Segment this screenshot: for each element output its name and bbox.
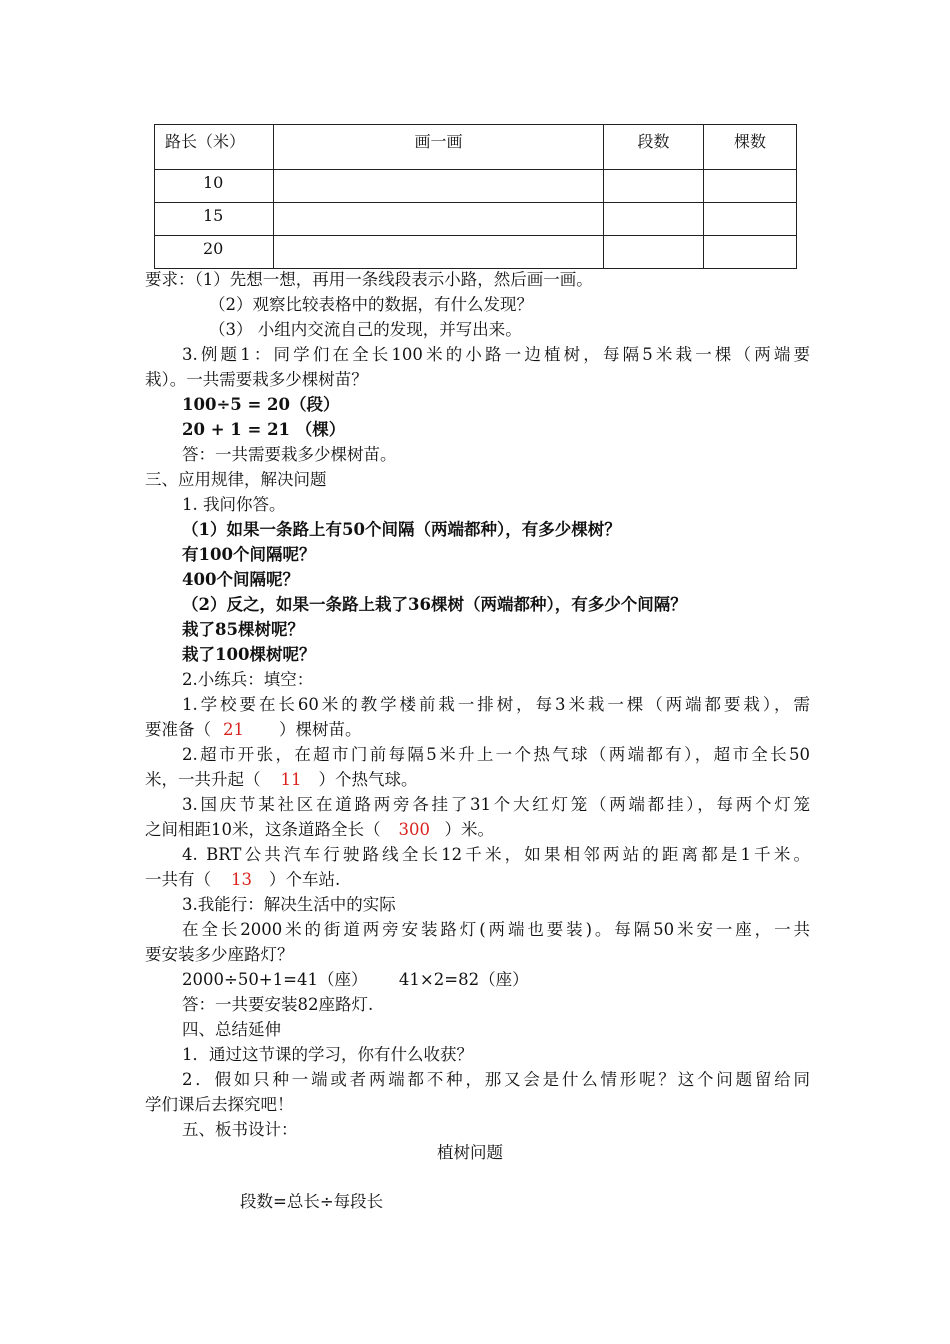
cell-segments (604, 170, 704, 203)
cell-trees (704, 236, 797, 269)
practice-title: 2.小练兵：填空： (182, 670, 314, 689)
section-5-title: 五、板书设计： (182, 1120, 298, 1139)
cell-draw (274, 170, 604, 203)
question-1c: 400个间隔呢？ (182, 570, 299, 589)
requirement-line-1: 要求：（1）先想一想，再用一条线段表示小路，然后画一画。 (145, 270, 593, 289)
section-4-title: 四、总结延伸 (182, 1020, 281, 1039)
practice-1-line-1: 1.学校要在长60米的教学楼前栽一排树，每3米栽一棵（两端都要栽），需 (182, 695, 810, 714)
practice-1-line-2: 要准备（ 21 ）棵树苗。 (145, 717, 810, 742)
header-trees: 棵数 (704, 125, 797, 170)
requirement-line-3: （3） 小组内交流自己的发现，并写出来。 (209, 320, 522, 339)
cell-road-length: 20 (155, 236, 274, 269)
question-2c: 栽了100棵树呢？ (182, 645, 316, 664)
answer-3: 300 (398, 820, 430, 839)
life-answer: 答：一共要安装82座路灯. (182, 995, 374, 1014)
cell-road-length: 15 (155, 203, 274, 236)
life-line-2: 要安装多少座路灯？ (145, 945, 294, 964)
question-1: （1）如果一条路上有50个间隔（两端都种），有多少棵树？ (182, 520, 621, 539)
answer-4: 13 (231, 870, 252, 889)
question-2b: 栽了85棵树呢？ (182, 620, 304, 639)
section-3-title: 三、应用规律，解决问题 (145, 470, 327, 489)
practice-4-line-1: 4. BRT公共汽车行驶路线全长12千米，如果相邻两站的距离都是1千米。 (182, 845, 810, 864)
requirement-line-2: （2）观察比较表格中的数据，有什么发现？ (209, 295, 533, 314)
answer-2: 11 (280, 770, 302, 789)
summary-line-2b: 学们课后去探究吧！ (145, 1095, 294, 1114)
cell-draw (274, 236, 604, 269)
life-line-1: 在全长2000米的街道两旁安装路灯(两端也要装)。每隔50米安一座，一共 (182, 920, 810, 939)
example-line-1: 3.例题1：同学们在全长100米的小路一边植树，每隔5米栽一棵（两端要 (182, 345, 810, 364)
table-header-row (155, 125, 797, 170)
question-2: （2）反之，如果一条路上栽了36棵树（两端都种），有多少个间隔？ (182, 595, 687, 614)
answer-1: 21 (223, 720, 244, 739)
table-row (155, 203, 797, 236)
summary-line-2a: 2．假如只种一端或者两端都不种，那又会是什么情形呢？这个问题留给同 (182, 1070, 810, 1089)
qa-intro: 1. 我问你答。 (182, 495, 286, 514)
practice-3-line-1: 3.国庆节某社区在道路两旁各挂了31个大红灯笼（两端都挂），每两个灯笼 (182, 795, 810, 814)
board-title: 植树问题 (437, 1143, 503, 1162)
example-answer: 答：一共需要栽多少棵树苗。 (182, 445, 397, 464)
summary-line-1: 1．通过这节课的学习，你有什么收获？ (182, 1045, 473, 1064)
cell-segments (604, 236, 704, 269)
cell-draw (274, 203, 604, 236)
header-draw: 画一画 (274, 125, 604, 170)
life-title: 3.我能行：解决生活中的实际 (182, 895, 396, 914)
example-calc-1: 100÷5 = 20（段） (182, 395, 340, 414)
example-calc-2: 20 + 1 = 21 （棵） (182, 420, 346, 439)
cell-segments (604, 203, 704, 236)
cell-road-length: 10 (155, 170, 274, 203)
example-line-2: 栽）。一共需要栽多少棵树苗？ (145, 370, 368, 389)
question-1b: 有100个间隔呢？ (182, 545, 316, 564)
practice-4-line-2: 一共有（ 13 ）个车站. (145, 867, 810, 892)
header-road-length: 路长（米） (155, 125, 274, 170)
cell-trees (704, 170, 797, 203)
practice-3-line-2: 之间相距10米，这条道路全长（ 300 ）米。 (145, 817, 810, 842)
header-segments: 段数 (604, 125, 704, 170)
tree-planting-table (154, 124, 797, 269)
practice-2-line-2: 米，一共升起（ 11 ）个热气球。 (145, 767, 810, 792)
practice-2-line-1: 2.超市开张，在超市门前每隔5米升上一个热气球（两端都有），超市全长50 (182, 745, 810, 764)
life-calc: 2000÷50+1=41（座） 41×2=82（座） (182, 970, 529, 989)
board-formula: 段数=总长÷每段长 (240, 1192, 384, 1211)
cell-trees (704, 203, 797, 236)
table-row (155, 236, 797, 269)
table-row (155, 170, 797, 203)
